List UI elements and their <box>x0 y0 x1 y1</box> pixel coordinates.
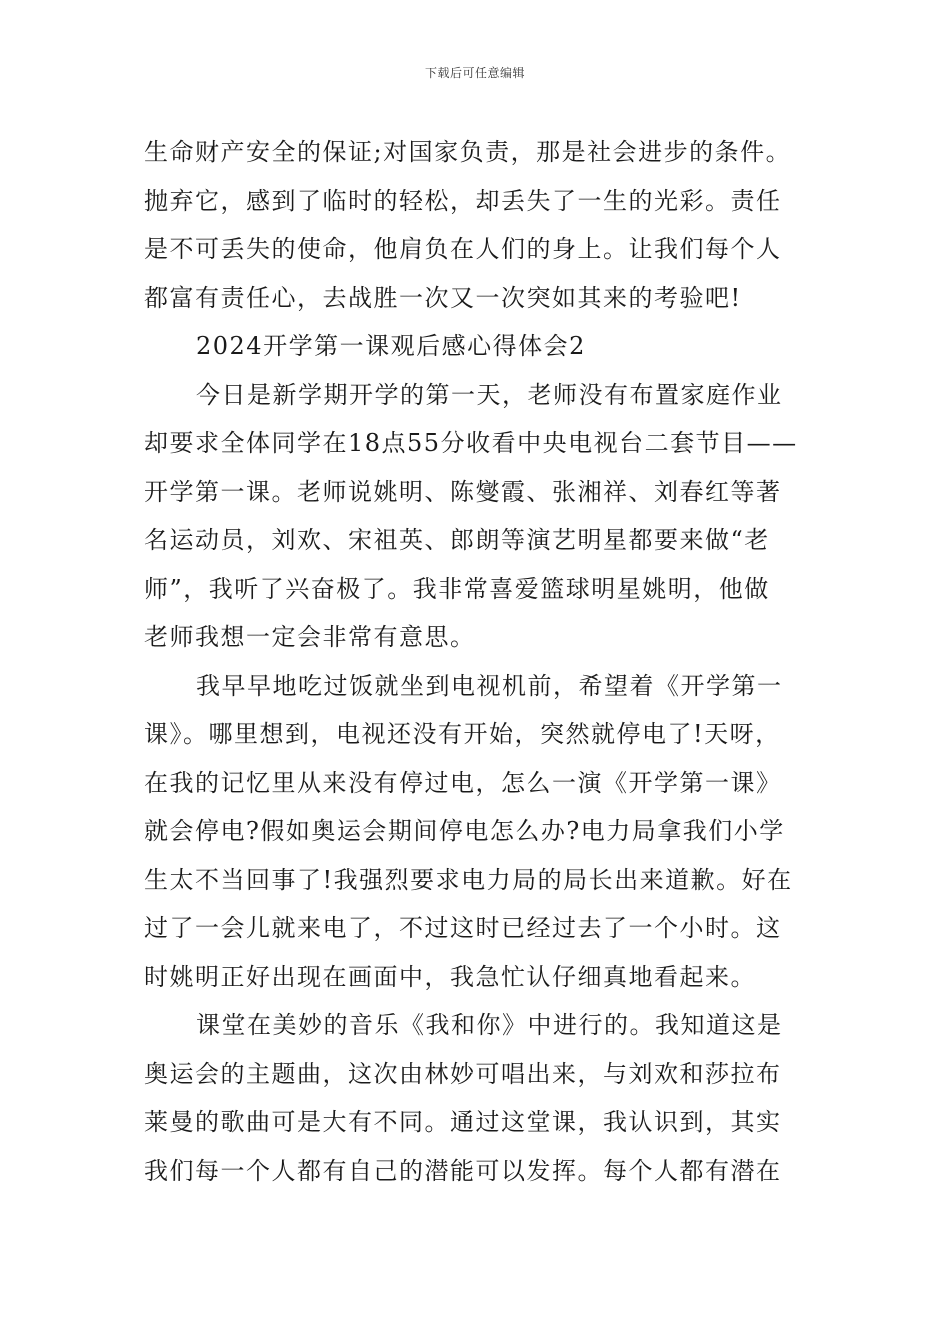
text-line: 都富有责任心，去战胜一次又一次突如其来的考验吧! <box>144 283 742 312</box>
document-body <box>144 128 808 1195</box>
text-line: 抛弃它，感到了临时的轻松，却丢失了一生的光彩。责任 <box>144 186 782 215</box>
text-line: 却要求全体同学在18点55分收看中央电视台二套节目—— <box>144 429 798 457</box>
page-header: 下载后可任意编辑 <box>424 66 525 80</box>
text-line: 生命财产安全的保证;对国家负责，那是社会进步的条件。 <box>144 138 792 166</box>
paragraph-start: 我早早地吃过饭就坐到电视机前，希望着《开学第一 <box>196 671 783 700</box>
text-line: 奥运会的主题曲，这次由林妙可唱出来，与刘欢和莎拉布 <box>144 1059 782 1088</box>
text-line: 就会停电?假如奥运会期间停电怎么办?电力局拿我们小学 <box>144 817 785 845</box>
text-line: 在我的记忆里从来没有停过电，怎么一演《开学第一课》 <box>144 768 782 797</box>
paragraph-start: 今日是新学期开学的第一天，老师没有布置家庭作业 <box>196 380 783 409</box>
text-line: 生太不当回事了!我强烈要求电力局的局长出来道歉。好在 <box>144 865 793 894</box>
text-line: 开学第一课。老师说姚明、陈燮霞、张湘祥、刘春红等著 <box>144 477 782 506</box>
text-line: 是不可丢失的使命，他肩负在人们的身上。让我们每个人 <box>144 235 782 263</box>
paragraph-start: 课堂在美妙的音乐《我和你》中进行的。我知道这是 <box>196 1011 783 1039</box>
text-line: 时姚明正好出现在画面中，我急忙认仔细真地看起来。 <box>144 962 756 991</box>
section-title: 2024开学第一课观后感心得体会2 <box>196 332 586 360</box>
text-line: 我们每一个人都有自己的潜能可以发挥。每个人都有潜在 <box>144 1156 782 1185</box>
text-line: 师”，我听了兴奋极了。我非常喜爱篮球明星姚明，他做 <box>144 574 770 603</box>
text-line: 课》。哪里想到，电视还没有开始，突然就停电了!天呀， <box>144 720 781 748</box>
text-line: 名运动员，刘欢、宋祖英、郎朗等演艺明星都要来做“老 <box>144 526 770 554</box>
text-line: 莱曼的歌曲可是大有不同。通过这堂课，我认识到，其实 <box>144 1108 782 1136</box>
text-line: 老师我想一定会非常有意思。 <box>144 623 476 651</box>
text-line: 过了一会儿就来电了，不过这时已经过去了一个小时。这 <box>144 914 782 942</box>
